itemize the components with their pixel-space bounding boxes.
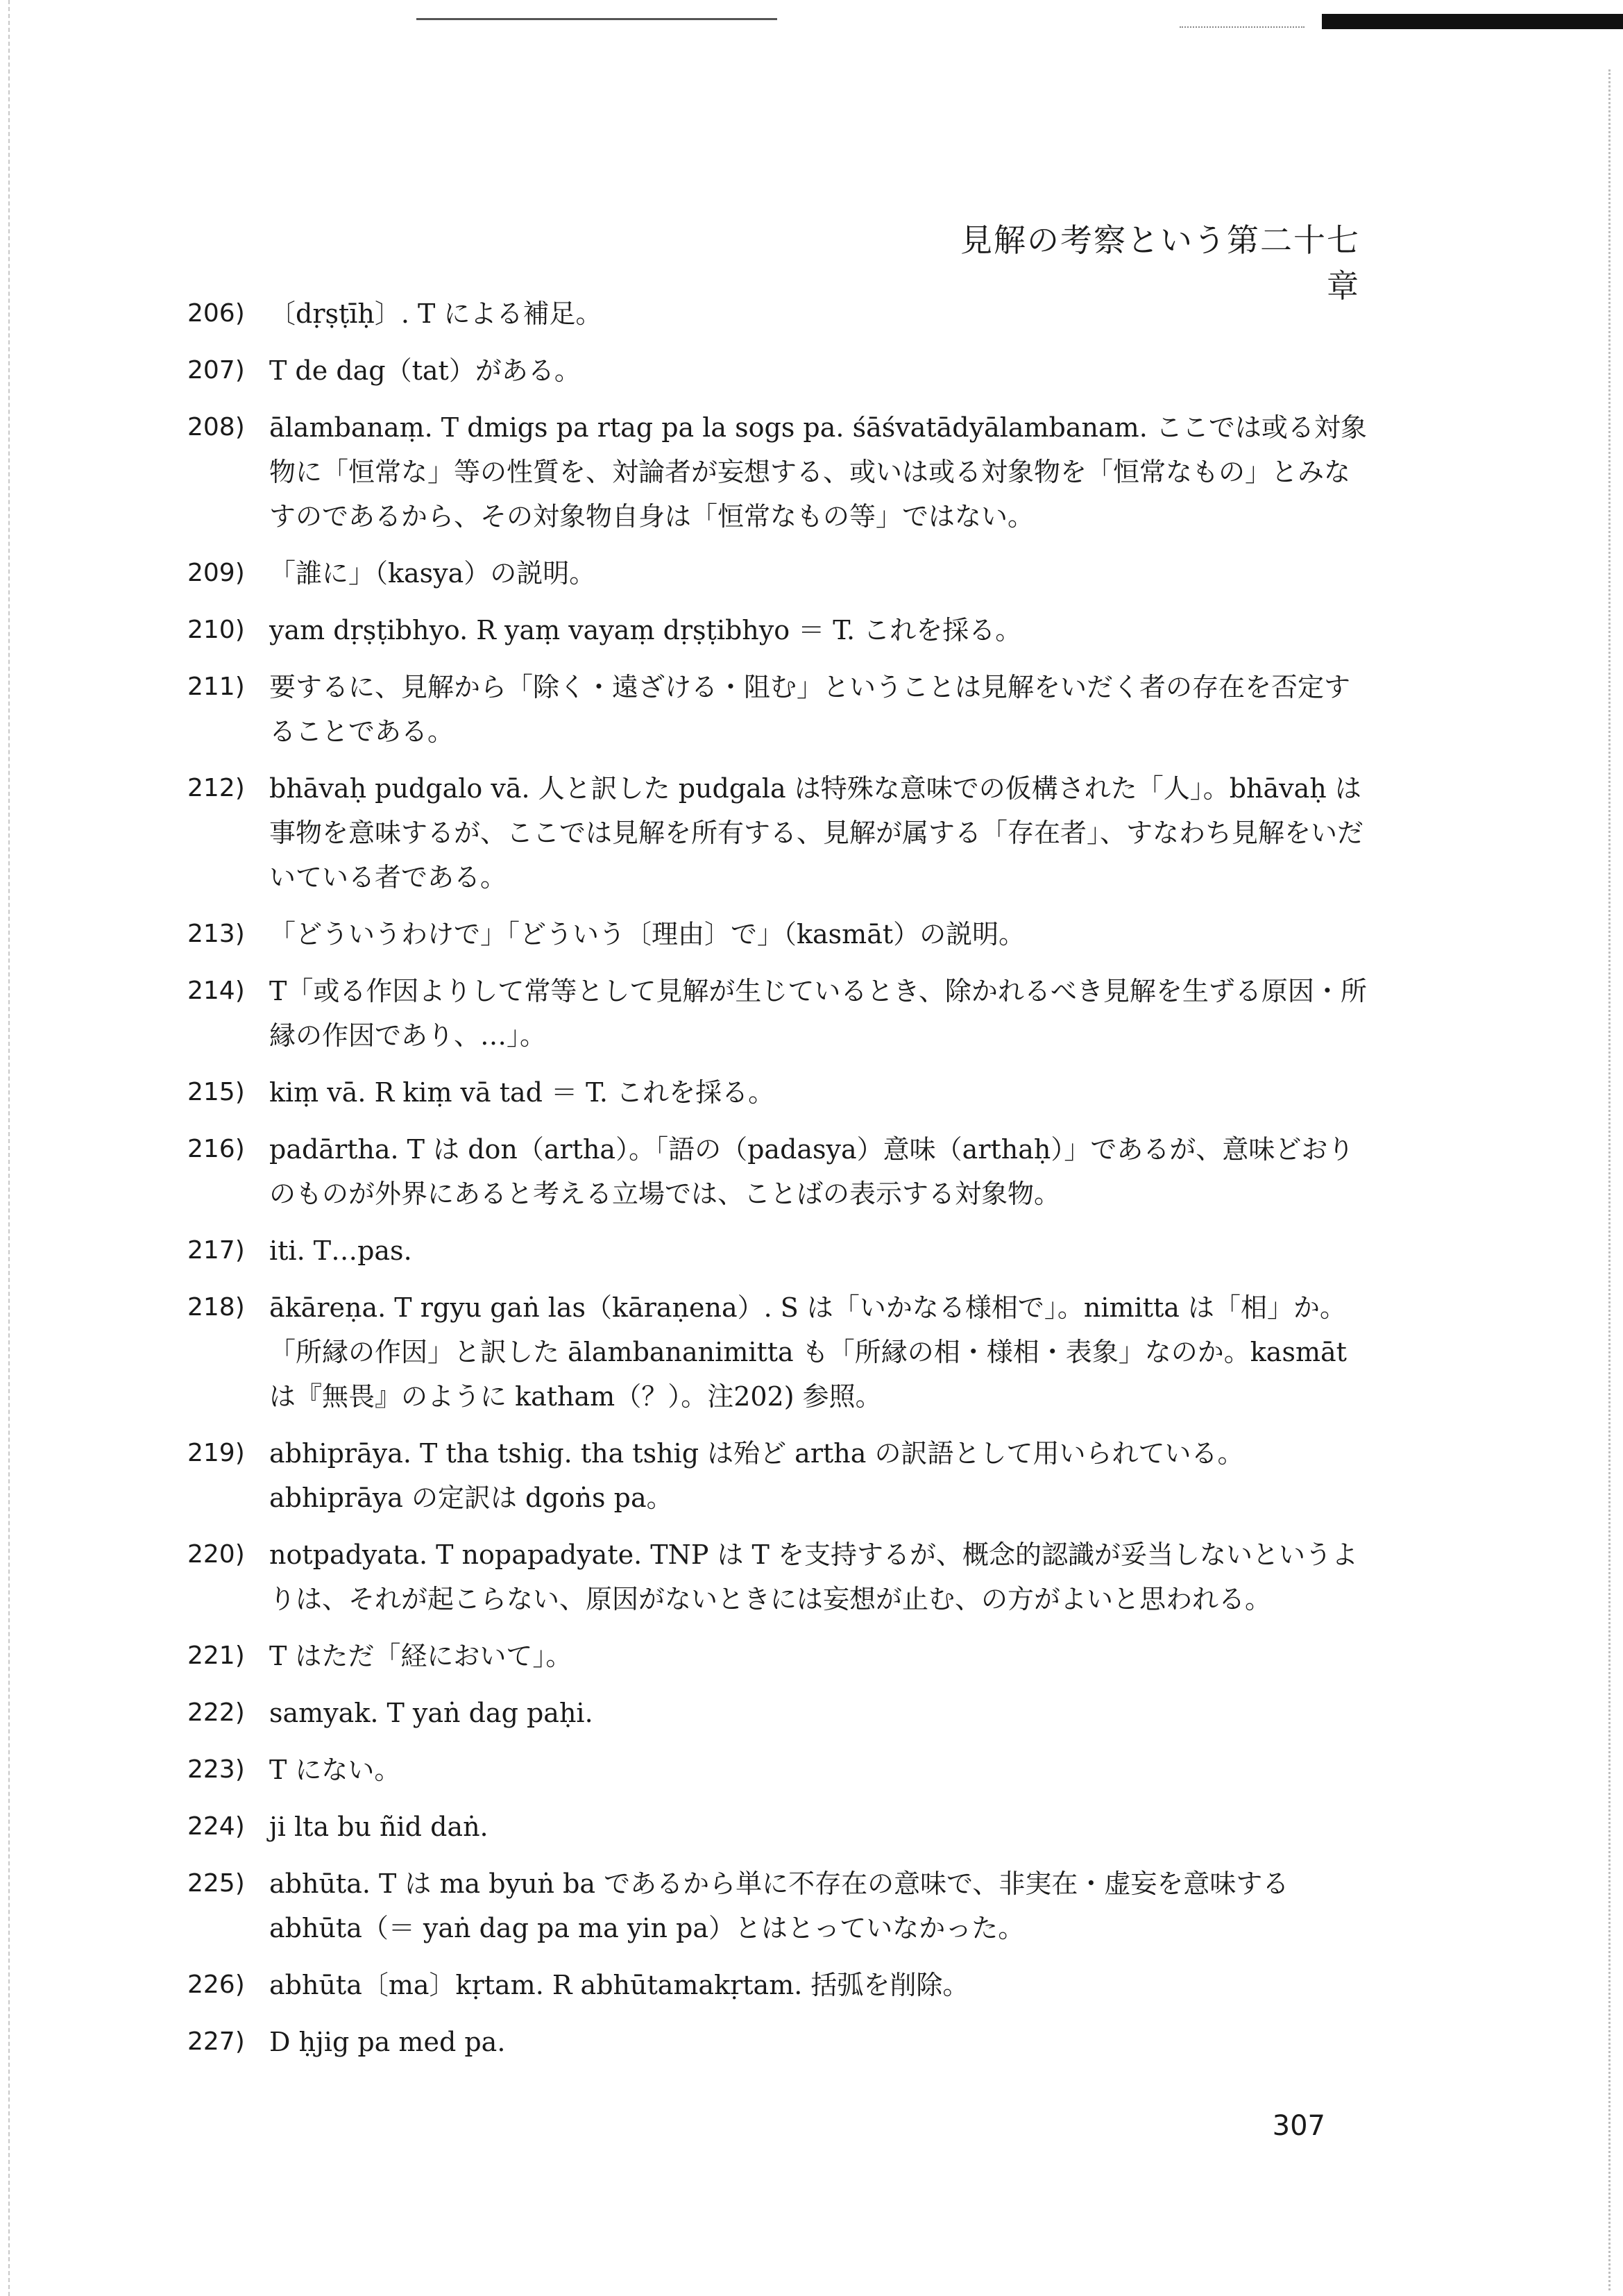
note-text: bhāvaḥ pudgalo vā. 人と訳した pudgala は特殊な意味での仮構された「人」。bhāvaḥ は事物を意味するが、ここでは見解を所有する、見解が属する「存在者」、すなわち見解をいだいている者である。 (269, 773, 1364, 893)
note-225 (187, 1862, 1374, 1950)
note-number: 226) (187, 1970, 245, 1999)
note-text: 要するに、見解から「除く・遠ざける・阻む」ということは見解をいだく者の存在を否定することである。 (269, 672, 1351, 747)
note-text: T de dag（tat）がある。 (269, 355, 581, 386)
note-207 (187, 348, 1374, 393)
note-text: samyak. T yaṅ dag paḥi. (269, 1698, 593, 1728)
note-number: 223) (187, 1755, 245, 1784)
note-text: 「どういうわけで」「どういう〔理由〕で」（kasmāt）の説明。 (269, 919, 1026, 949)
note-number: 215) (187, 1078, 245, 1106)
note-number: 220) (187, 1540, 245, 1569)
note-text: abhūta. T は ma byuṅ ba であるから単に不存在の意味で、非実在・虚妄を意味する abhūta（＝ yaṅ dag pa ma yin pa）とはとっていなかった。 (269, 1868, 1289, 1943)
note-number: 213) (187, 920, 245, 948)
note-text: kiṃ vā. R kiṃ vā tad ＝ T. これを採る。 (269, 1077, 775, 1108)
note-number: 212) (187, 774, 245, 802)
note-text: ji lta bu ñid daṅ. (269, 1812, 488, 1842)
note-number: 210) (187, 616, 245, 644)
note-number: 218) (187, 1293, 245, 1322)
note-221 (187, 1634, 1374, 1678)
top-rule-right (1322, 14, 1623, 29)
note-number: 214) (187, 977, 245, 1005)
note-text: abhūta〔ma〕kṛtam. R abhūtamakṛtam. 括弧を削除。 (269, 1970, 969, 2000)
top-rule-left (416, 18, 777, 20)
note-text: abhiprāya. T tha tshig. tha tshig は殆ど artha の訳語として用いられている。abhiprāya の定訳は dgoṅs pa。 (269, 1438, 1244, 1513)
note-209 (187, 551, 1374, 596)
note-213 (187, 912, 1374, 956)
note-text: 〔dṛṣṭīḥ〕. T による補足。 (269, 298, 602, 329)
note-224 (187, 1805, 1374, 1849)
note-text: D ḥjig pa med pa. (269, 2027, 506, 2057)
note-text: padārtha. T は don（artha）。「語の（padasya）意味（arthaḥ）」であるが、意味どおりのものが外界にあると考える立場では、ことばの表示する対象物。 (269, 1134, 1354, 1209)
note-220 (187, 1533, 1374, 1621)
note-218 (187, 1285, 1374, 1419)
note-number: 221) (187, 1641, 245, 1670)
note-number: 209) (187, 559, 245, 587)
running-head: 見解の考察という第二十七章 (960, 221, 1360, 305)
note-number: 224) (187, 1812, 245, 1841)
note-number: 227) (187, 2027, 245, 2056)
note-211 (187, 665, 1374, 754)
top-dotted-rule (1180, 26, 1305, 28)
note-222 (187, 1691, 1374, 1735)
note-text: yam dṛṣṭibhyo. R yaṃ vayaṃ dṛṣṭibhyo ＝ T. これを採る。 (269, 615, 1022, 645)
scan-edge-right (1608, 69, 1611, 2290)
note-215 (187, 1070, 1374, 1115)
note-223 (187, 1748, 1374, 1792)
note-text: T「或る作因よりして常等として見解が生じているとき、除かれるべき見解を生ずる原因・所縁の作因であり、…」。 (269, 976, 1367, 1051)
note-text: iti. T…pas. (269, 1235, 412, 1266)
scan-edge-left (8, 0, 10, 2296)
page-number: 307 (1272, 2110, 1325, 2142)
note-number: 211) (187, 673, 245, 701)
note-number: 208) (187, 413, 245, 441)
note-text: 「誰に」（kasya）の説明。 (269, 558, 596, 589)
note-216 (187, 1127, 1374, 1216)
note-208 (187, 405, 1374, 539)
note-219 (187, 1431, 1374, 1520)
note-206 (187, 292, 1374, 336)
note-210 (187, 608, 1374, 652)
note-number: 217) (187, 1236, 245, 1265)
note-number: 216) (187, 1135, 245, 1163)
note-214 (187, 969, 1374, 1058)
note-text: T はただ「経において」。 (269, 1641, 572, 1671)
note-number: 206) (187, 299, 245, 328)
note-number: 207) (187, 356, 245, 385)
note-217 (187, 1229, 1374, 1273)
note-number: 219) (187, 1439, 245, 1467)
note-text: T にない。 (269, 1755, 401, 1785)
note-number: 225) (187, 1869, 245, 1898)
note-number: 222) (187, 1698, 245, 1727)
note-text: notpadyata. T nopapadyate. TNP は T を支持するが、概念的認識が妥当しないというよりは、それが起こらない、原因がないときには妄想が止む、の方がよいと思われる。 (269, 1539, 1358, 1614)
note-text: ākāreṇa. T rgyu gaṅ las（kāraṇena）. S は「いかなる様相で」。nimitta は「相」か。「所縁の作因」と訳した ālambananimitta も「所縁の相・様相・表象」なのか。kasmāt は『無畏』のように katham（？）。注202) 参照。 (269, 1292, 1347, 1412)
note-text: ālambanaṃ. T dmigs pa rtag pa la sogs pa. śāśvatādyālambanam. ここでは或る対象物に「恒常な」等の性質を、対論者が妄想する、或いは或る対象物を「恒常なもの」とみなすのであるから、その対象物自身は「恒常なもの等」ではない。 (269, 412, 1367, 532)
notes-list (187, 292, 1374, 2077)
note-212 (187, 766, 1374, 900)
note-227 (187, 2020, 1374, 2064)
note-226 (187, 1963, 1374, 2007)
